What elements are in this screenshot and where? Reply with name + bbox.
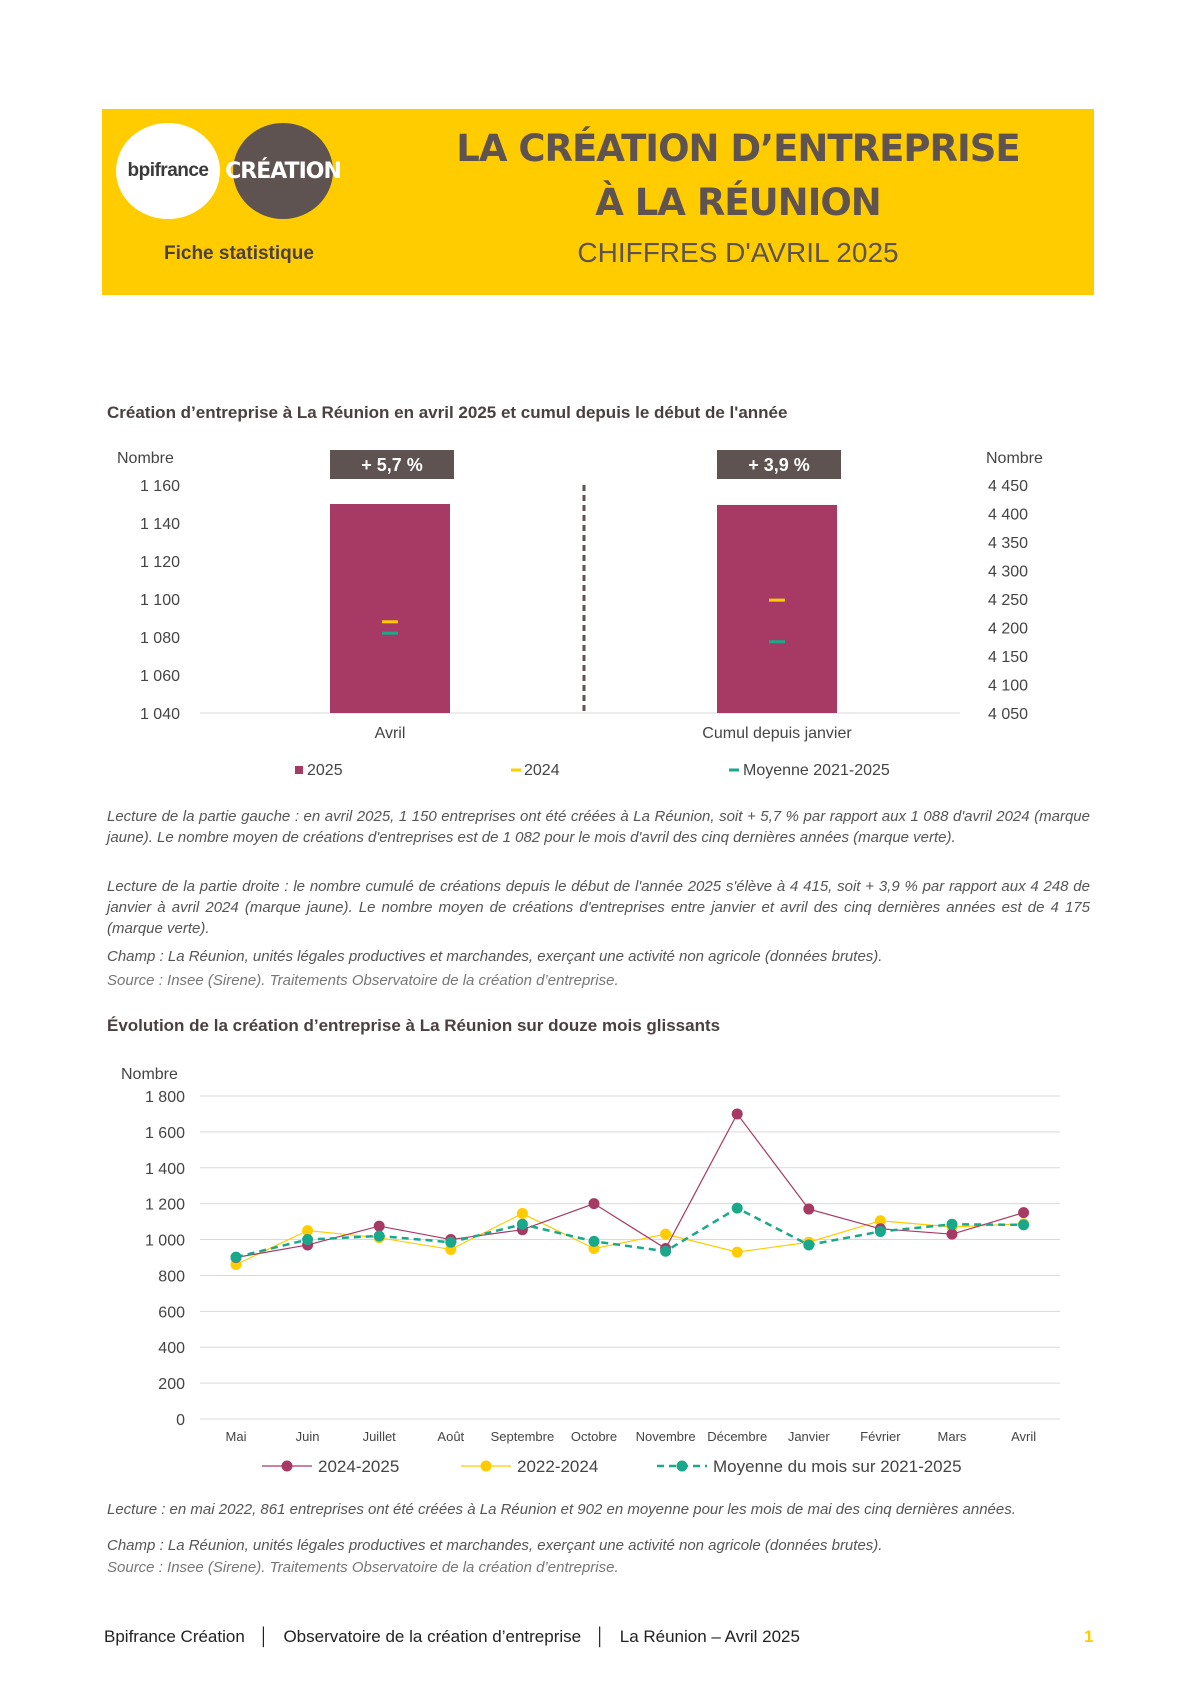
data-point-average xyxy=(445,1237,456,1248)
data-point-2022-2024 xyxy=(660,1229,671,1240)
section2-title: Évolution de la création d’entreprise à La Réunion sur douze mois glissants xyxy=(107,1016,721,1035)
data-point-average xyxy=(947,1219,958,1230)
section1-source: Source : Insee (Sirene). Traitements Observatoire de la création d’entreprise. xyxy=(107,972,619,989)
legend-label-average: Moyenne 2021-2025 xyxy=(743,762,890,779)
left-tick-label: 1 160 xyxy=(139,478,180,495)
left-tick-label: 1 140 xyxy=(139,516,180,533)
footer-observatoire: Observatoire de la création d’entreprise xyxy=(283,1627,582,1646)
fiche-label: Fiche statistique xyxy=(164,243,314,264)
bar-2025 xyxy=(717,505,837,713)
data-point-average xyxy=(517,1219,528,1230)
x-tick-label: Août xyxy=(437,1429,465,1444)
section2-champ: Champ : La Réunion, unités légales productives et marchandes, exerçant une activité non agricole (données brutes). xyxy=(107,1537,883,1554)
data-point-average xyxy=(302,1234,313,1245)
right-tick-label: 4 250 xyxy=(988,592,1029,609)
legend-marker-average xyxy=(677,1461,688,1472)
data-point-2022-2024 xyxy=(517,1208,528,1219)
y-tick-label: 1 400 xyxy=(144,1160,185,1178)
footer-region-date: La Réunion – Avril 2025 xyxy=(619,1627,800,1646)
right-tick-label: 4 350 xyxy=(988,535,1029,552)
y-tick-label: 1 000 xyxy=(144,1232,185,1250)
x-tick-label: Février xyxy=(860,1429,901,1444)
legend-label-2025: 2025 xyxy=(307,762,343,779)
data-point-2024-2025 xyxy=(947,1229,958,1240)
y-tick-label: 1 800 xyxy=(144,1089,185,1106)
data-point-2024-2025 xyxy=(374,1221,385,1232)
x-tick-label: Janvier xyxy=(787,1429,830,1444)
page-number: 1 xyxy=(1084,1627,1094,1646)
x-tick-label: Octobre xyxy=(570,1429,618,1444)
series-line-2022-2024 xyxy=(236,1214,1024,1265)
page-subtitle: CHIFFRES D'AVRIL 2025 xyxy=(577,237,899,268)
data-point-average xyxy=(732,1203,743,1214)
variation-badge-label: + 5,7 % xyxy=(361,455,423,475)
legend-marker-2022-2024 xyxy=(481,1461,492,1472)
right-tick-label: 4 400 xyxy=(988,506,1029,524)
page-title-line2: À LA RÉUNION xyxy=(595,181,881,224)
left-axis-title: Nombre xyxy=(117,450,174,467)
page-title-line1: LA CRÉATION D’ENTREPRISE xyxy=(456,127,1020,170)
series-line-2024-2025 xyxy=(236,1114,1024,1258)
category-label: Avril xyxy=(374,725,406,742)
data-point-average xyxy=(875,1226,886,1237)
y-tick-label: 1 600 xyxy=(144,1124,185,1142)
right-tick-label: 4 050 xyxy=(988,706,1029,723)
right-tick-label: 4 150 xyxy=(988,649,1029,666)
data-point-2024-2025 xyxy=(589,1198,600,1209)
left-tick-label: 1 040 xyxy=(139,706,180,723)
y-tick-label: 800 xyxy=(158,1268,185,1286)
legend-swatch-2025 xyxy=(295,766,303,774)
footer-separator: │ xyxy=(258,1627,270,1646)
line-chart xyxy=(0,1055,1190,1475)
bar-2025 xyxy=(330,504,450,713)
x-tick-label: Septembre xyxy=(490,1429,555,1444)
y-tick-label: 0 xyxy=(176,1412,185,1429)
bpifrance-logo xyxy=(116,123,220,219)
legend-label-2022-2024: 2022-2024 xyxy=(517,1457,599,1475)
legend-label-2024-2025: 2024-2025 xyxy=(318,1457,400,1475)
header-banner xyxy=(102,109,1094,295)
right-axis-title: Nombre xyxy=(986,450,1043,467)
left-tick-label: 1 120 xyxy=(139,554,180,571)
x-tick-label: Novembre xyxy=(635,1429,696,1444)
category-label: Cumul depuis janvier xyxy=(702,725,852,742)
footer-brand: Bpifrance Création xyxy=(104,1627,245,1646)
data-point-average xyxy=(660,1246,671,1257)
x-tick-label: Décembre xyxy=(707,1429,768,1444)
data-point-2024-2025 xyxy=(803,1204,814,1215)
x-tick-label: Avril xyxy=(1011,1429,1037,1444)
right-tick-label: 4 450 xyxy=(988,478,1029,495)
left-tick-label: 1 060 xyxy=(139,668,180,685)
data-point-average xyxy=(374,1230,385,1241)
data-point-average xyxy=(803,1239,814,1250)
creation-logo-text: CRÉATION xyxy=(225,158,341,184)
right-tick-label: 4 200 xyxy=(988,620,1029,638)
data-point-average xyxy=(231,1252,242,1263)
right-tick-label: 4 300 xyxy=(988,563,1029,581)
section1-champ: Champ : La Réunion, unités légales productives et marchandes, exerçant une activité non agricole (données brutes). xyxy=(107,948,883,965)
legend-label-average: Moyenne du mois sur 2021-2025 xyxy=(713,1457,962,1475)
y-tick-label: 600 xyxy=(158,1304,185,1322)
bpifrance-logo-text: bpifrance xyxy=(127,160,209,181)
x-tick-label: Mai xyxy=(225,1429,247,1444)
x-tick-label: Juin xyxy=(295,1429,320,1444)
section1-reading-right: Lecture de la partie droite : le nombre cumulé de créations depuis le début de l'année 2025 s'élève à 4 415, soit + 3,9 % par rapport aux 4 248 de janvier à avril 2024 (marque jaune). Le nombre moyen de créations d'entreprises entre janvier et avril des cinq dernières années est de 4 175 (marque verte). xyxy=(107,878,1090,937)
section2-source: Source : Insee (Sirene). Traitements Observatoire de la création d’entreprise. xyxy=(107,1559,619,1576)
right-tick-label: 4 100 xyxy=(988,677,1029,695)
legend-label-2024: 2024 xyxy=(524,762,560,779)
y-tick-label: 200 xyxy=(158,1376,185,1394)
left-tick-label: 1 080 xyxy=(139,630,180,647)
left-tick-label: 1 100 xyxy=(139,592,180,609)
section1-title: Création d’entreprise à La Réunion en avril 2025 et cumul depuis le début de l'année xyxy=(107,403,788,422)
data-point-average xyxy=(589,1236,600,1247)
legend-marker-2024-2025 xyxy=(282,1461,293,1472)
section2-reading: Lecture : en mai 2022, 861 entreprises ont été créées à La Réunion et 902 en moyenne pour les mois de mai des cinq dernières années. xyxy=(107,1501,1016,1518)
y-axis-title: Nombre xyxy=(121,1066,178,1083)
footer-separator: │ xyxy=(595,1627,606,1646)
x-tick-label: Mars xyxy=(937,1429,967,1444)
creation-logo xyxy=(225,123,341,219)
data-point-average xyxy=(1018,1219,1029,1230)
y-tick-label: 1 200 xyxy=(144,1196,185,1214)
data-point-2024-2025 xyxy=(732,1108,743,1119)
x-tick-label: Juillet xyxy=(362,1429,396,1444)
section1-reading-left: Lecture de la partie gauche : en avril 2025, 1 150 entreprises ont été créées à La Réunion, soit + 5,7 % par rapport aux 1 088 d'avril 2024 (marque jaune). Le nombre moyen de créations d'entreprises est de 1 082 pour le mois d'avril des cinq dernières années (marque verte). xyxy=(107,808,1090,846)
bar-chart xyxy=(0,440,1190,790)
data-point-2022-2024 xyxy=(732,1247,743,1258)
y-tick-label: 400 xyxy=(158,1340,185,1358)
footer xyxy=(104,1627,800,1647)
variation-badge-label: + 3,9 % xyxy=(748,455,810,475)
data-point-2024-2025 xyxy=(1018,1207,1029,1218)
